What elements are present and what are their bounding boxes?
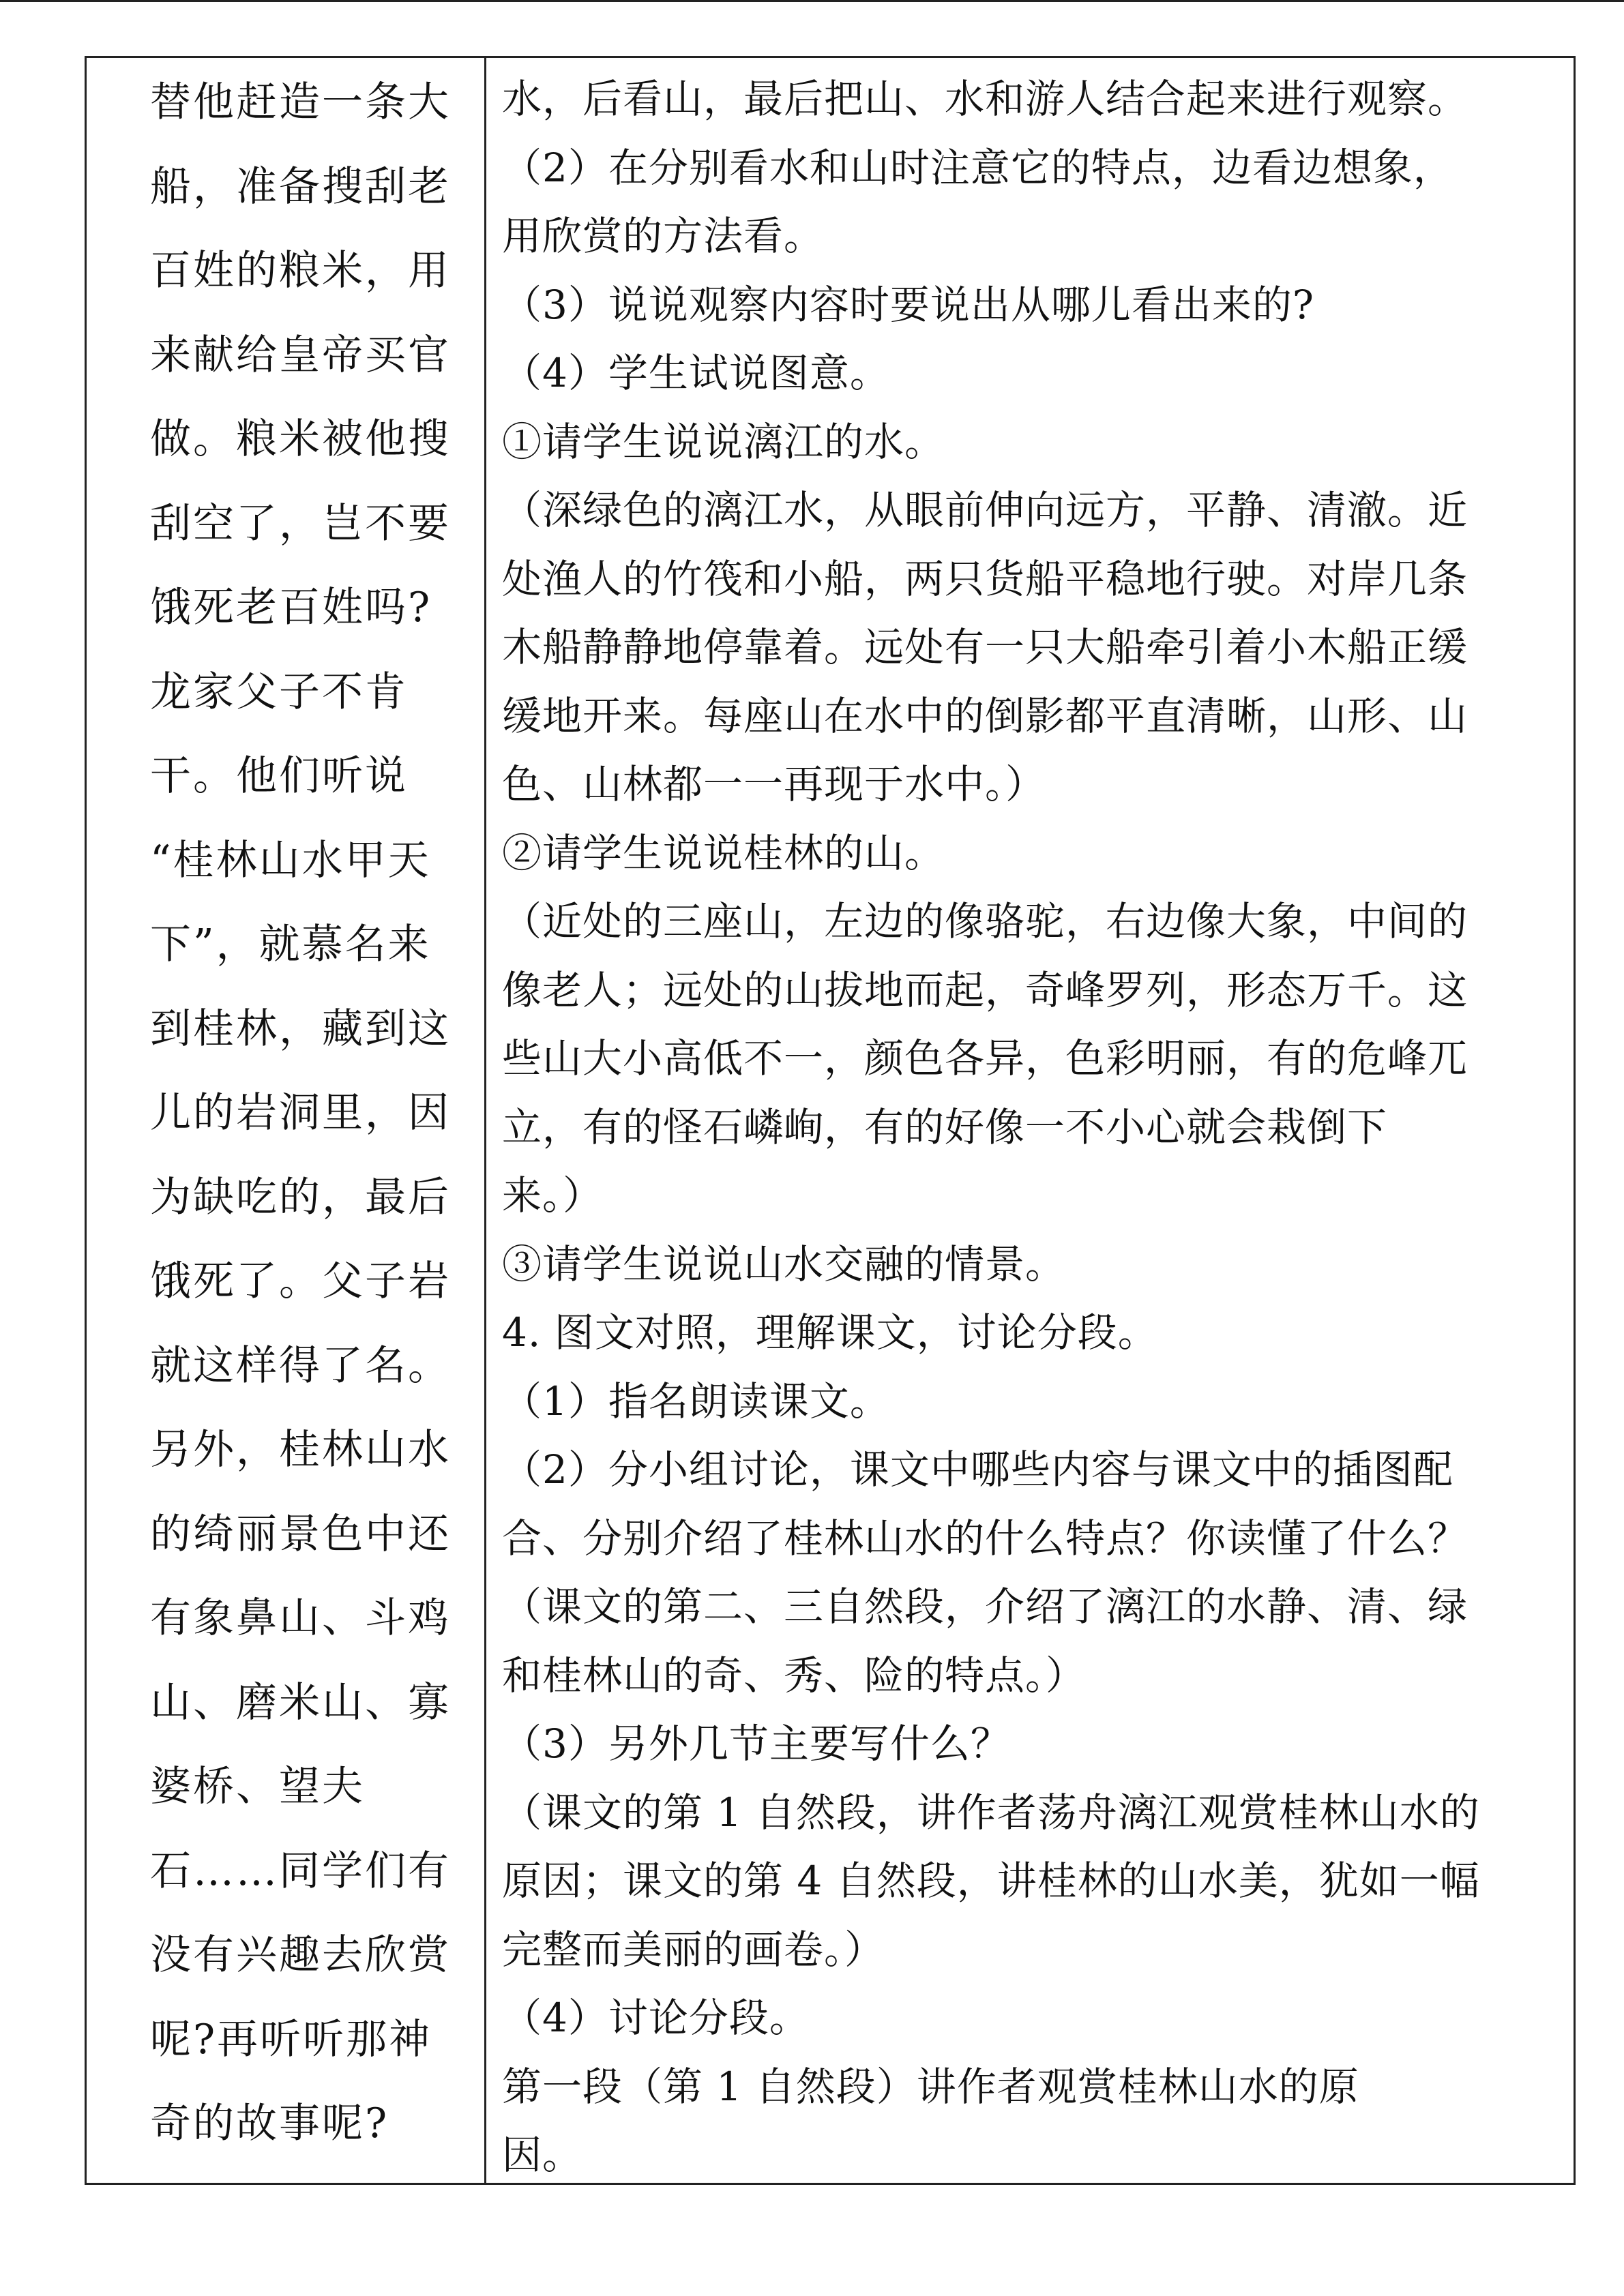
left-line: 的绮丽景色中还: [150, 1510, 451, 1558]
right-line: （4）学生试说图意。: [502, 350, 890, 396]
left-line: 奇的故事呢?: [150, 2100, 389, 2147]
right-line: （深绿色的漓江水，从眼前伸向远方，平静、清澈。近: [502, 487, 1468, 533]
right-line: ②请学生说说桂林的山。: [502, 829, 945, 876]
right-line: 些山大小高低不一，颜色各异，色彩明丽，有的危峰兀: [502, 1035, 1468, 1082]
right-line: 像老人；远处的山拔地而起，奇峰罗列，形态万千。这: [502, 966, 1468, 1013]
right-line: 用欣赏的方法看。: [502, 213, 825, 259]
left-line: 来献给皇帝买官: [150, 331, 451, 379]
left-line: 为缺吃的，最后: [150, 1173, 451, 1221]
right-line: （近处的三座山，左边的像骆驼，右边像大象，中间的: [502, 898, 1468, 944]
left-line: 船，准备搜刮老: [150, 162, 451, 211]
right-line: ①请学生说说漓江的水。: [502, 418, 945, 465]
left-line: 石……同学们有: [150, 1847, 451, 1895]
right-line: 完整而美丽的画卷。）: [502, 1926, 885, 1973]
right-line: 和桂林山的奇、秀、险的特点。）: [502, 1652, 1087, 1699]
right-line: 来。）: [502, 1172, 604, 1219]
left-line: 下”，就慕名来: [150, 921, 431, 968]
left-line: 另外，桂林山水: [150, 1426, 451, 1474]
left-line: 到桂林，藏到这: [150, 1004, 451, 1053]
left-line: 替他赶造一条大: [150, 78, 451, 126]
left-line: 有象鼻山、斗鸡: [150, 1594, 451, 1642]
right-line: ③请学生说说山水交融的情景。: [502, 1240, 1066, 1287]
left-line: 百姓的粮米，用: [150, 247, 451, 295]
right-line: （课文的第二、三自然段，介绍了漓江的水静、清、绿: [502, 1583, 1468, 1630]
right-line: （3）说说观察内容时要说出从哪儿看出来的?: [502, 281, 1314, 328]
left-line: 龙家父子不肯: [150, 668, 408, 716]
right-line: （1）指名朗读课文。: [502, 1377, 890, 1425]
right-line: 立，有的怪石嶙峋，有的好像一不小心就会栽倒下: [502, 1103, 1388, 1150]
right-column: [502, 68, 1566, 2193]
right-line: 合、分别介绍了桂林山水的什么特点？你读懂了什么？: [502, 1515, 1468, 1562]
right-line: 色、山林都一一再现于水中。）: [502, 761, 1046, 807]
right-line: （2）分小组讨论，课文中哪些内容与课文中的插图配: [502, 1446, 1453, 1493]
right-line: 缓地开来。每座山在水中的倒影都平直清晰，山形、山: [502, 692, 1468, 739]
right-line: 处渔人的竹筏和小船，两只货船平稳地行驶。对岸几条: [502, 555, 1468, 602]
right-line: （2）在分别看水和山时注意它的特点，边看边想象，: [502, 144, 1453, 191]
right-line: 第一段（第 1 自然段）讲作者观赏桂林山水的原: [502, 2063, 1359, 2110]
left-line: 就这样得了名。: [150, 1341, 451, 1390]
left-line: “桂林山水甲天: [150, 836, 431, 884]
left-line: 山、磨米山、寡: [150, 1678, 451, 1727]
right-line: 4. 图文对照，理解课文，讨论分段。: [502, 1309, 1158, 1356]
left-line: 做。粮米被他搜: [150, 415, 451, 463]
left-line: 婆桥、望夫: [150, 1763, 365, 1810]
right-line: （3）另外几节主要写什么？: [502, 1720, 1011, 1767]
right-line: 水，后看山，最后把山、水和游人结合起来进行观察。: [502, 76, 1468, 122]
top-rule: [0, 0, 1624, 2]
left-line: 儿的岩洞里，因: [150, 1089, 451, 1137]
left-line: 呢?再听听那神: [150, 2015, 432, 2063]
right-line: 因。: [502, 2132, 583, 2178]
right-line: （4）讨论分段。: [502, 1995, 810, 2041]
left-line: 饿死了。父子岩: [150, 1257, 451, 1305]
left-line: 干。他们听说: [150, 752, 408, 800]
column-divider: [484, 56, 486, 2185]
right-line: 原因；课文的第 4 自然段，讲桂林的山水美，犹如一幅: [502, 1858, 1480, 1904]
right-line: （课文的第 1 自然段，讲作者荡舟漓江观赏桂林山水的: [502, 1789, 1480, 1836]
left-column: [150, 68, 471, 2174]
right-line: 木船静静地停靠着。远处有一只大船牵引着小木船正缓: [502, 624, 1468, 670]
left-line: 刮空了，岂不要: [150, 499, 451, 548]
left-line: 饿死老百姓吗?: [150, 584, 432, 631]
left-line: 没有兴趣去欣赏: [150, 1931, 451, 1979]
